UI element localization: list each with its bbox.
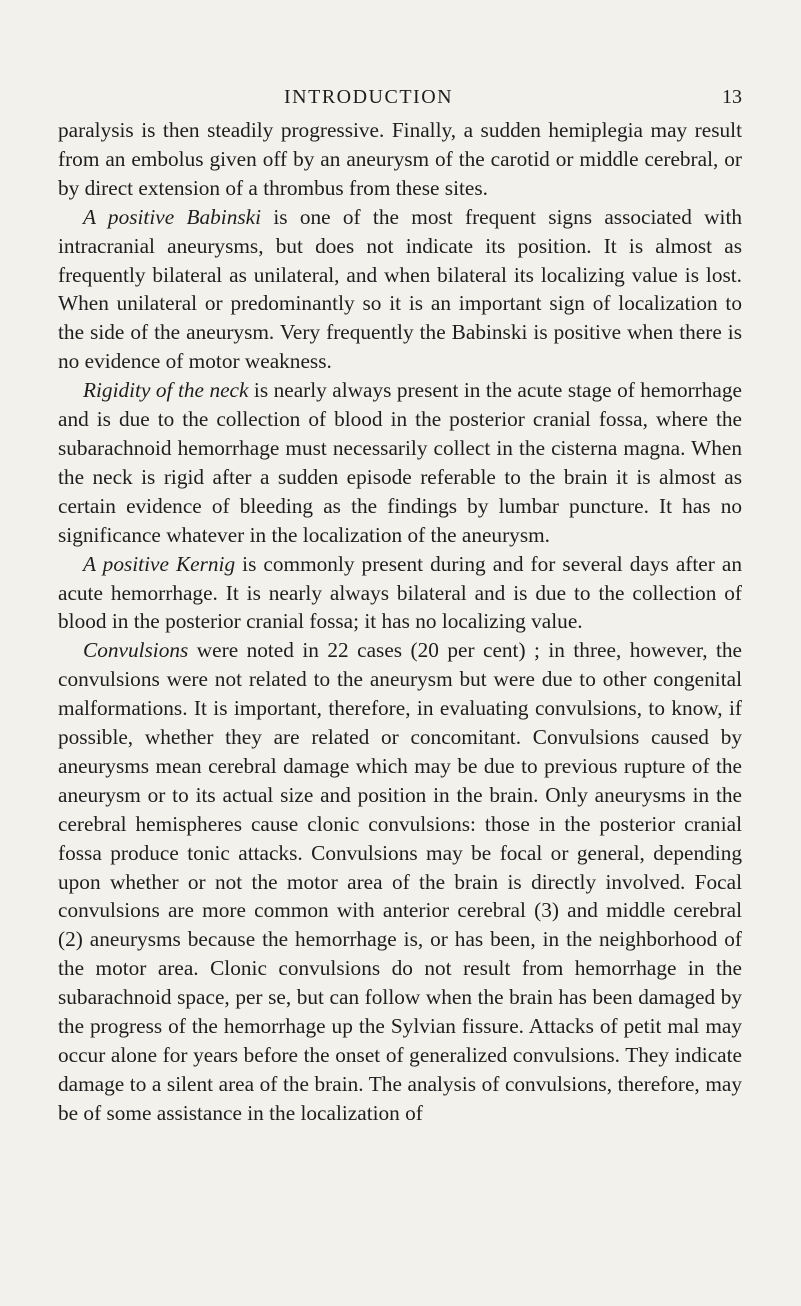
paragraph-babinski <box>58 203 742 376</box>
running-head: INTRODUCTION <box>284 86 454 108</box>
paragraph-rigidity <box>58 376 742 549</box>
paragraph-text: is one of the most frequent signs associated with intracranial aneurysms, but does not indicate its position. It is almost as frequently bilateral as unilateral, and when bilateral its localizing value is lost. When unilateral or predominantly so it is an important sign of localization to the side of the aneurysm. Very frequently the Babinski is positive when there is no evidence of motor weakness. <box>58 204 743 374</box>
lead-phrase-kernig: A positive Kernig <box>83 551 236 576</box>
page-header <box>284 86 742 112</box>
paragraph-text: is commonly present during and for several days after an acute hemorrhage. It is nearly always bilateral and is due to the collection of blood in the posterior cranial fossa; it has no localizing value. <box>58 551 742 634</box>
lead-phrase-convulsions: Convulsions <box>83 638 189 663</box>
paragraph-text: is nearly always present in the acute stage of hemorrhage and is due to the collection of blood in the posterior cranial fossa, where the subarachnoid hemorrhage must necessarily collect in the cisterna magna. When the neck is rigid after a sudden episode referable to the brain it is almost as certain evidence of bleeding as the findings by lumbar puncture. It has no significance whatever in the localization of the aneurysm. <box>58 378 742 547</box>
paragraph-convulsions <box>58 636 742 1127</box>
paragraph-text: were noted in 22 cases (20 per cent) ; in three, however, the convulsions were not related to the aneurysm but were due to other congenital malformations. It is important, therefore, in evaluating convulsions, to know, if possible, whether they are related or concomitant. Convulsions caused by aneurysms mean cerebral damage which may be due to previous rupture of the aneurysm or to its actual size and position in the brain. Only aneurysms in the cerebral hemispheres cause clonic convulsions: those in the posterior cranial fossa produce tonic attacks. Convulsions may be focal or general, depending upon whether or not the motor area of the brain is directly involved. Focal convulsions are more common with anterior cerebral (3) and middle cerebral (2) aneurysms because the hemorrhage is, or has been, in the neighborhood of the motor area. Clonic convulsions do not result from hemorrhage in the subarachnoid space, per se, but can follow when the brain has been damaged by the progress of the hemorrhage up the Sylvian fissure. Attacks of petit mal may occur alone for years before the onset of generalized convulsions. They indicate damage to a silent area of the brain. The analysis of convulsions, therefore, may be of some assistance in the localization of <box>58 638 742 1125</box>
lead-phrase-rigidity: Rigidity of the neck <box>83 378 249 403</box>
paragraph-kernig <box>58 550 742 637</box>
paragraph-1 <box>58 116 742 203</box>
body-text <box>58 116 742 1128</box>
paragraph-text: paralysis is then steadily progressive. Finally, a sudden hemiplegia may result from an embolus given off by an aneurysm of the carotid or middle cerebral, or by direct extension of a thrombus from these sites. <box>58 118 742 200</box>
lead-phrase-babinski: A positive Babinski <box>83 204 262 229</box>
page-number: 13 <box>722 86 742 108</box>
